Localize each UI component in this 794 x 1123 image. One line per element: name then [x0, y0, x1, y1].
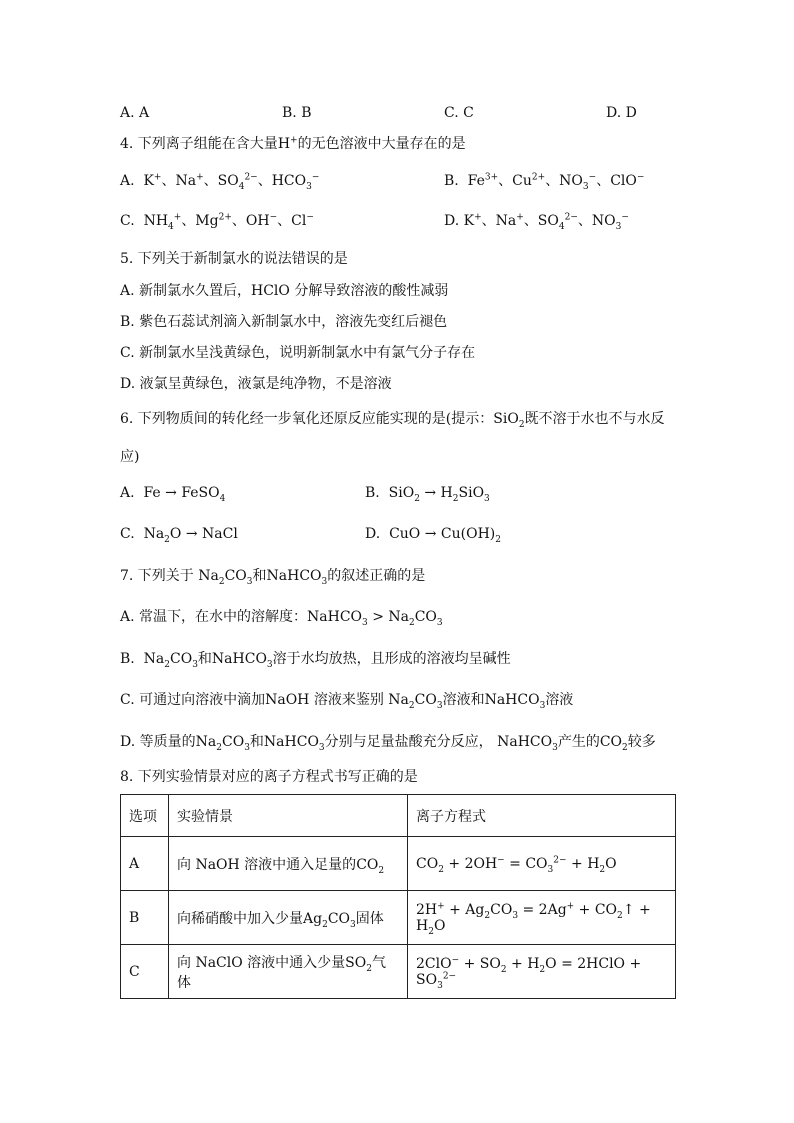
- table-row: [121, 945, 676, 999]
- row-scene: 向 NaClO 溶液中通入少量$SO_2$气体: [169, 945, 408, 999]
- q5-option-d: D. 液氯呈黄绿色，液氯是纯净物，不是溶液: [120, 376, 392, 392]
- q8-stem: 8. 下列实验情景对应的离子方程式书写正确的是: [120, 769, 418, 785]
- q4-option-a: A. K+、Na+、$SO_4^{2-}$、$HCO_3^-$: [120, 172, 320, 192]
- row-equation: $CO_2 + 2OH^- = CO_3^{2-} + H_2O$: [408, 837, 676, 891]
- row-equation: $2H^+ + Ag_2CO_3 = 2Ag^+$ + $CO_2↑ + H_2O$: [408, 891, 676, 945]
- q7-option-c: C. 可通过向溶液中滴加NaOH 溶液来鉴别 $Na_2CO_3$溶液和NaHCO$_3$溶液: [120, 692, 574, 711]
- q6-stem: 6. 下列物质间的转化经一步氧化还原反应能实现的是(提示：SiO$_2$既不溶于水也不与水反: [120, 411, 665, 430]
- q3-option-a: A. A: [120, 105, 150, 121]
- q3-option-b: B. B: [282, 105, 312, 121]
- row-scene: 向 NaOH 溶液中通入足量的$CO_2$: [169, 837, 408, 891]
- q7-option-b: B. $Na_2CO_3$和NaHCO$_3$溶于水均放热，且形成的溶液均呈碱性: [120, 651, 511, 670]
- q6-option-c: C. $Na_2O$ → NaCl: [120, 526, 238, 545]
- q5-option-c: C. 新制氯水呈浅黄绿色，说明新制氯水中有氯气分子存在: [120, 345, 476, 361]
- q4-option-b: B. $Fe^{3+}$、$Cu^{2+}$、$NO_3^-$、ClO−: [444, 172, 645, 192]
- q6-option-a: A. Fe → FeSO$_4$: [120, 485, 226, 504]
- q4-option-d: D. K+、Na+、$SO_4^{2-}$、$NO_3^-$: [444, 212, 629, 232]
- row-equation: $2ClO^- + SO_2 + H_2O$ = 2HClO + $SO_3^{2-}$: [408, 945, 676, 999]
- q7-stem: 7. 下列关于 $Na_2CO_3$和NaHCO$_3$的叙述正确的是: [120, 568, 426, 587]
- q8-table: [120, 794, 676, 999]
- q5-option-a: A. 新制氯水久置后，HClO 分解导致溶液的酸性减弱: [120, 283, 449, 299]
- row-option: A: [121, 837, 169, 891]
- q6-stem-cont: 应): [120, 449, 140, 465]
- header-scene: 实验情景: [169, 795, 408, 837]
- table-row: [121, 891, 676, 945]
- row-option: B: [121, 891, 169, 945]
- q3-option-c: C. C: [444, 105, 474, 121]
- q6-option-b: B. $SiO_2 \to H_2SiO_3$: [365, 485, 490, 504]
- table-header-row: [121, 795, 676, 837]
- q5-stem: 5. 下列关于新制氯水的说法错误的是: [120, 251, 348, 267]
- row-option: C: [121, 945, 169, 999]
- q3-option-d: D. D: [606, 105, 637, 121]
- q7-option-a: A. 常温下，在水中的溶解度：NaHCO$_3$ > $Na_2CO_3$: [120, 609, 443, 628]
- q5-option-b: B. 紫色石蕊试剂滴入新制氯水中，溶液先变红后褪色: [120, 314, 448, 330]
- row-scene: 向稀硝酸中加入少量$Ag_2CO_3$固体: [169, 891, 408, 945]
- table-row: [121, 837, 676, 891]
- q4-stem: 4. 下列离子组能在含大量H+的无色溶液中大量存在的是: [120, 135, 466, 152]
- q7-option-d: D. 等质量的$Na_2CO_3$和NaHCO$_3$分别与足量盐酸充分反应， NaHCO$_3$产生的$CO_2$较多: [120, 734, 656, 753]
- header-equation: 离子方程式: [408, 795, 676, 837]
- q6-option-d: D. CuO → $Cu(OH)_2$: [365, 526, 501, 545]
- header-option: 选项: [121, 795, 169, 837]
- q4-option-c: C. $NH_4^+$、$Mg^{2+}$、OH−、Cl−: [120, 212, 314, 232]
